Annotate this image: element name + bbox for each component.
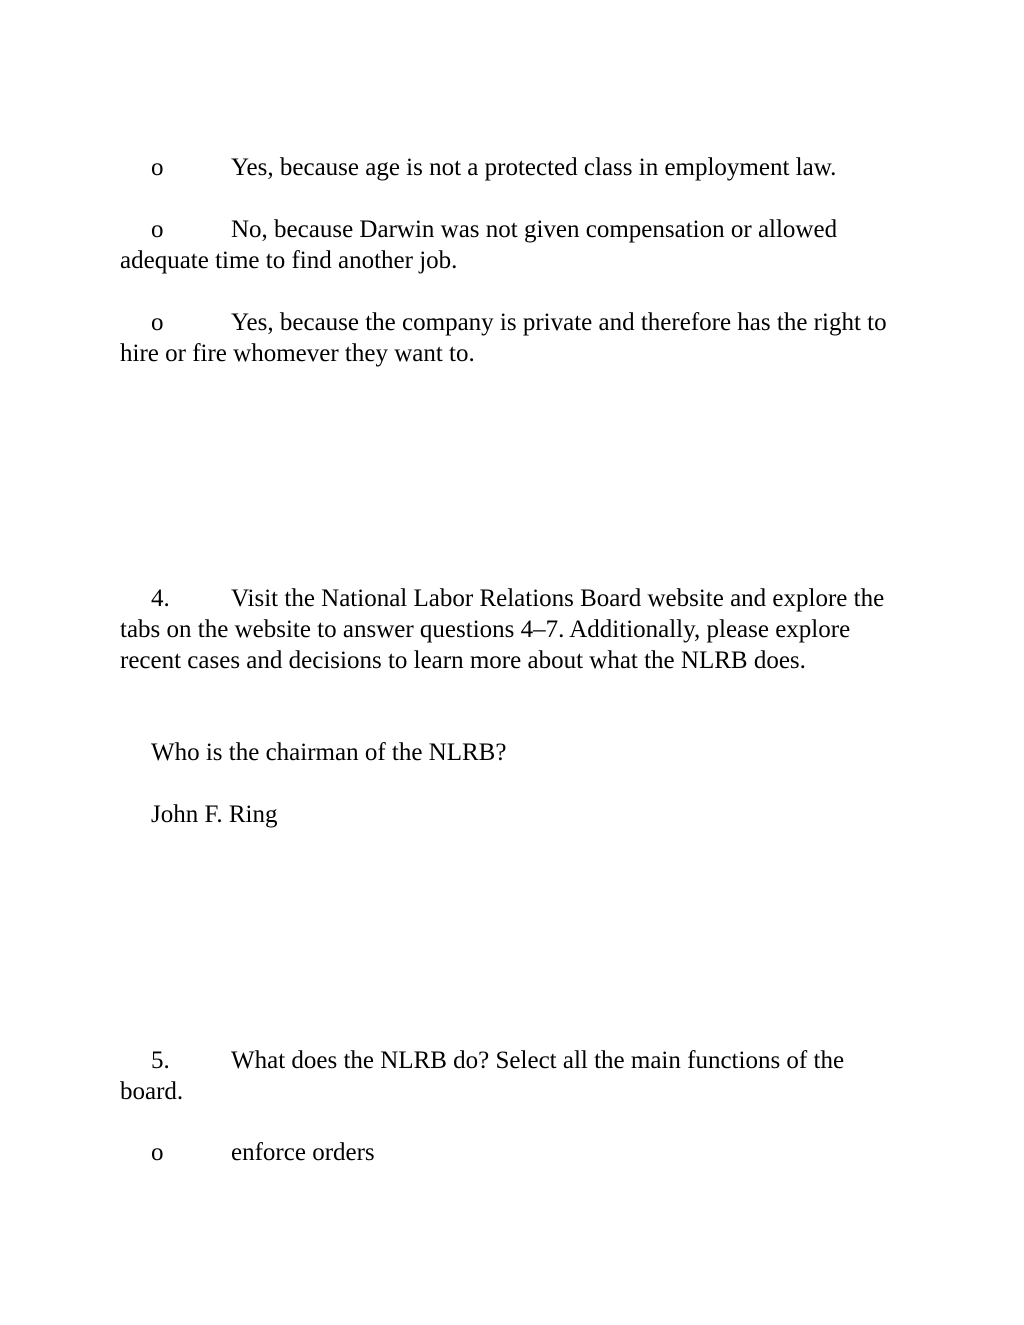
question-5 — [120, 1045, 910, 1107]
answer-text: John F. Ring — [151, 801, 278, 828]
answer-option[interactable] — [120, 214, 910, 276]
question-text: What does the NLRB do? Select all the main functions of the board. — [120, 1047, 845, 1105]
option-marker: o — [151, 154, 164, 181]
option-text: Yes, because the company is private and therefore has the right to hire or fire whomever they want to. — [120, 309, 887, 367]
answer-option[interactable] — [120, 1137, 910, 1168]
option-text: No, because Darwin was not given compensation or allowed adequate time to find another job. — [120, 216, 838, 274]
option-marker: o — [151, 309, 164, 336]
answer-option[interactable] — [120, 307, 910, 369]
question-text: Visit the National Labor Relations Board website and explore the tabs on the website to answer questions 4–7. Additionally, please explore recent cases and decisions to learn more about what the NLRB does. — [120, 585, 885, 674]
option-marker: o — [151, 216, 164, 243]
answer-option[interactable] — [120, 152, 910, 183]
option-text: Yes, because age is not a protected class in employment law. — [231, 154, 837, 181]
question-number: 5. — [151, 1047, 170, 1074]
option-marker: o — [151, 1139, 164, 1166]
question-number: 4. — [151, 585, 170, 612]
sub-question: Who is the chairman of the NLRB? — [151, 739, 507, 766]
question-4 — [120, 583, 910, 676]
option-text: enforce orders — [231, 1139, 375, 1166]
